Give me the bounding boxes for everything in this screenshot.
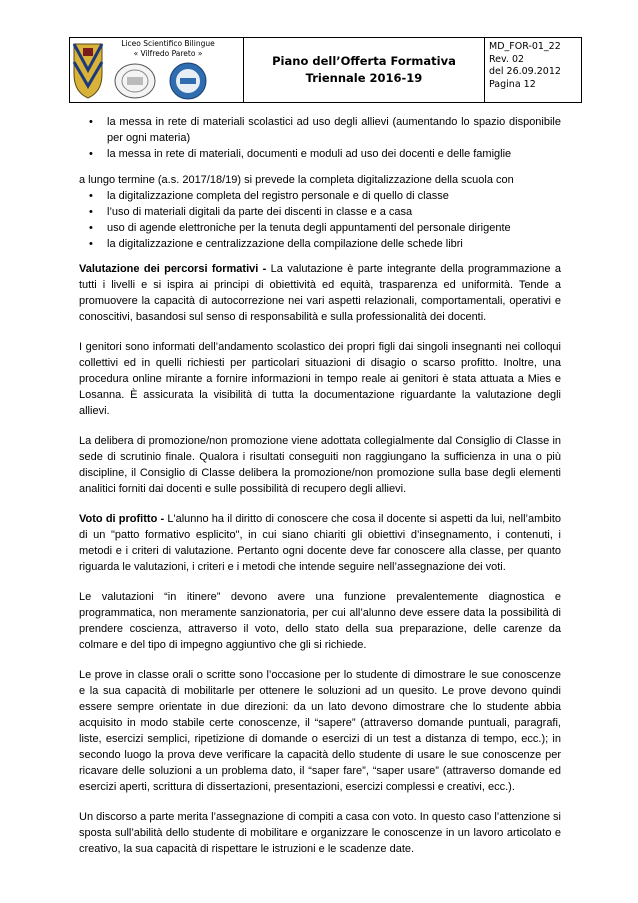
document-body [79,114,561,857]
revision-date: del 26.09.2012 [489,66,561,77]
itinere-paragraph: Le valutazioni “in itinere” devono avere una funzione prevalentemente diagnostica e programmatica, non meramente sanzionatoria, per cui all’alunno deve essere data la possibilità di prendere coscienza, attraverso il voto, dello stato della sua preparazione, delle carenze da colmare e del tipo di impegno aggiuntivo che gli si richiede. [79,591,561,651]
valutazione-text: La valutazione è parte integrante della programmazione a tutti i livelli e si ispira ai principi di obiettività ed equità, trasparenza ed uniformità. Tende a promuovere la capacità di autocorrezione nei vari aspetti relazionali, comportamentali, operativi e conoscitivi, basandosi sul senso di responsabilità e sulla professionalità dei docenti. [79,263,561,323]
document-meta [485,38,581,102]
school-name [98,39,238,59]
document-title [244,38,485,102]
quality-seal-icon [168,61,208,101]
long-term-bullets [79,188,561,252]
list-item: • la digitalizzazione completa del registro personale e di quello di classe [79,188,561,204]
title-line2: Triennale 2016-19 [305,71,423,85]
list-item: • l’uso di materiali digitali da parte dei discenti in classe e a casa [79,204,561,220]
school-name-line1: Liceo Scientifico Bilingue [121,39,215,48]
voto-paragraph [79,511,561,575]
school-logo-cell [70,38,244,102]
title-line1: Piano dell’Offerta Formativa [272,54,456,68]
genitori-paragraph: I genitori sono informati dell’andamento scolastico dei propri figli dai singoli insegnanti nei colloqui collettivi ed in quelli richiesti per particolari situazioni di disagio o scarso profitto. Inoltre, una procedura online mirante a fornire informazioni in tempo reale ai genitori è stata attuata a Mies e Losanna. È assicurata la visibilità di tutta la documentazione riguardante la valutazione degli allievi. [79,341,561,417]
prove-paragraph: Le prove in classe orali o scritte sono l’occasione per lo studente di dimostrare le sue conoscenze e la sua capacità di mobilitarle per ottenere le soluzioni ad un quesito. Le prove devono quindi essere sempre orientate in due direzioni: da un lato devono dimostrare che lo studente abbia acquisito in modo stabile certe conoscenze, il “sapere” (attraverso domande puntuali, paragrafi, liste, esercizi semplici, ripetizione di domande o esercizi di un test a distanza di tempo, ecc.); in secondo luogo la prova deve verificare la capacità dello studente di usare le sue conoscenze per ricavare delle soluzioni a un problema dato, il “saper fare”, “saper usare” (attraverso domande ed esercizi aperti, scrittura di dissertazioni, presentazioni, esercizi complessi e creativi, ecc.). [79,669,561,793]
digital-bullets-top [79,114,561,162]
list-item: • la messa in rete di materiali scolastici ad uso degli allievi (aumentando lo spazio disponibile per ogni materia) [79,114,561,146]
voto-heading: Voto di profitto - [79,513,165,525]
page-number: Pagina 12 [489,78,536,90]
valutazione-heading: Valutazione dei percorsi formativi - [79,263,267,275]
voto-text: L'alunno ha il diritto di conoscere che cosa il docente si aspetti da lui, nell’ambito di un "patto formativo esplicito", in cui siano chiariti gli obiettivi d’insegnamento, i contenuti, i metodi e i criteri di valutazione. Pertanto ogni docente deve far conoscere alla classe, per quanto riguarda le valutazioni, i criteri e i metodi che intende seguire nell’assegnazione dei voti. [79,513,561,573]
delibera-paragraph: La delibera di promozione/non promozione viene adottata collegialmente dal Consiglio di Classe in sede di scrutinio finale. Qualora i risultati conseguiti non raggiungano la sufficienza in una o più discipline, il Consiglio di Classe delibera la promozione/non promozione sulla base degli elementi analitici forniti dai docenti e sulle possibilità di recupero degli allievi. [79,435,561,495]
document-header [69,37,582,103]
compiti-paragraph: Un discorso a parte merita l’assegnazione di compiti a casa con voto. In questo caso l’attenzione si sposta sull’abilità dello studente di mobilitare e organizzare le conoscenze in un lavoro articolato e creativo, la sua capacità di rispettare le istruzioni e le scadenze date. [79,811,561,855]
valutazione-paragraph [79,261,561,325]
revision: Rev. 02 [489,53,525,65]
long-term-intro: a lungo termine (a.s. 2017/18/19) si prevede la completa digitalizzazione della scuola con [79,174,514,186]
doc-code: MD_FOR-01_22 [489,41,561,52]
list-item: • la digitalizzazione e centralizzazione della compilazione delle schede libri [79,236,561,252]
list-item: • la messa in rete di materiali, documenti e moduli ad uso dei docenti e delle famiglie [79,146,561,162]
certification-logo-icon [113,62,157,100]
list-item: • uso di agende elettroniche per la tenuta degli appuntamenti del personale dirigente [79,220,561,236]
school-name-line2: « Vilfredo Pareto » [133,49,203,58]
